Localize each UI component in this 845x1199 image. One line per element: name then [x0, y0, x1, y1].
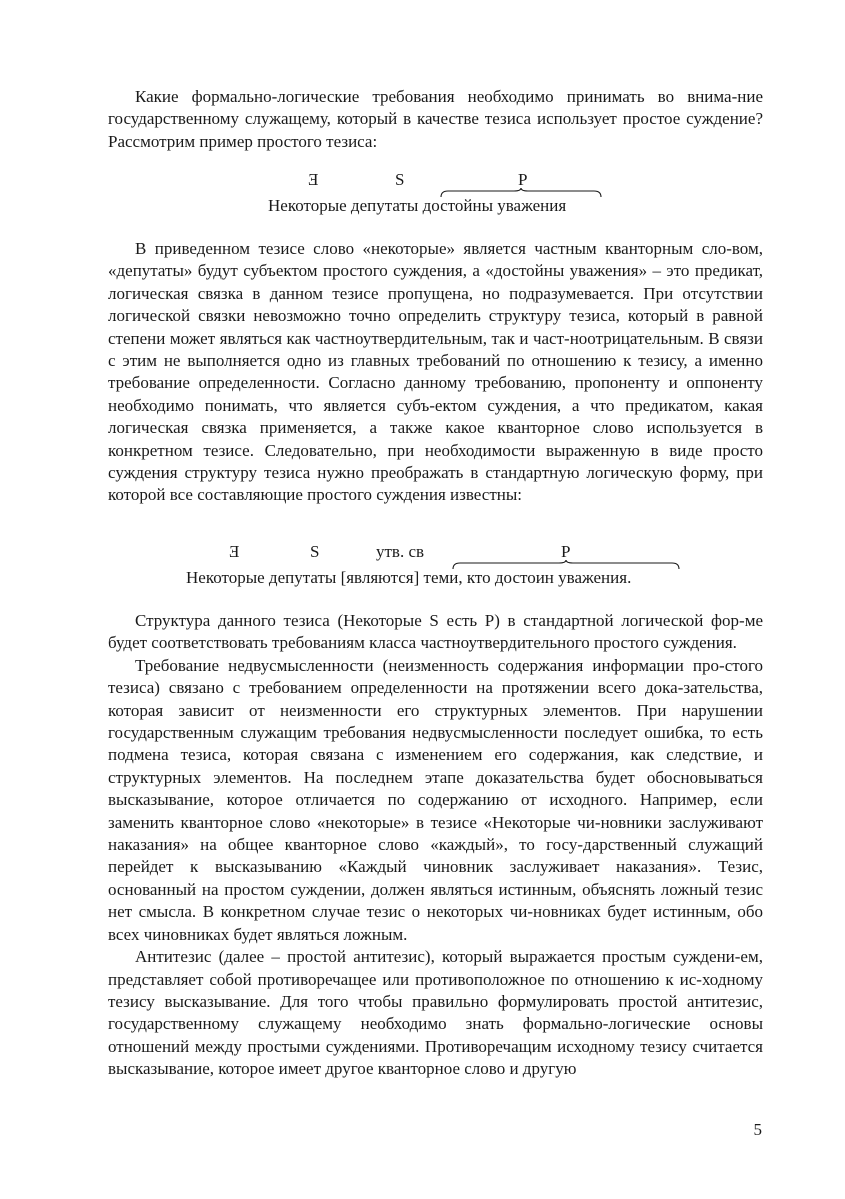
predicate-words: достойны уважения [422, 196, 567, 215]
paragraph-block-3 [108, 610, 763, 1081]
predicate-symbol: P [561, 542, 571, 561]
subject-word: депутаты [268, 568, 337, 587]
quantifier-word: Некоторые [186, 568, 265, 587]
paragraph-antithesis: Антитезис (далее – простой антитезис), который выражается простым суждени-ем, представляет собой противоречащее или противоположное по отношению к ис-ходному тезису высказывание. Для того чтобы правильно формулировать простой антитезис, государственному служащему необходимо знать формально-логические основы отношений между простыми суждениями. Противоречащим исходному тезису считается высказывание, которое имеет другое кванторное слово и другую [108, 947, 763, 1079]
thesis-formula-simple [268, 170, 608, 220]
copula-word: [являются] [340, 568, 420, 587]
quantifier-symbol: Ǝ [229, 542, 240, 561]
predicate-symbol: P [518, 170, 528, 189]
quantifier-word: Некоторые [268, 196, 347, 215]
quantifier-symbol: Ǝ [308, 170, 319, 189]
copula-symbol: утв. св [376, 542, 425, 561]
paragraph-intro: Какие формально-логические требования необходимо принимать во внима-ние государственному служащему, который в качестве тезиса использует простое суждение? Рассмотрим пример простого тезиса: [108, 87, 763, 151]
thesis-formula-standard [186, 542, 686, 592]
page-number: 5 [753, 1120, 762, 1139]
subject-word: депутаты [350, 196, 419, 215]
paragraph-block-2 [108, 238, 763, 507]
paragraph-block-1 [108, 86, 763, 153]
paragraph-unambiguity: Требование недвусмысленности (неизменность содержания информации про-стого тезиса) связано с требованием определенности на протяжении всего дока-зательства, которая зависит от неизменности его структурных элементов. При нарушении государственным служащим требования недвусмысленности последует ошибка, то есть подмена тезиса, которая связана с изменением его содержания, как следствие, и структурных элементов. На последнем этапе доказательства будет обосновываться высказывание, которое отличается по содержанию от исходного. Например, если заменить кванторное слово «некоторые» в тезисе «Некоторые чи-новники заслуживают наказания» на общее кванторное слово «каждый», то госу-дарственный служащий перейдет к высказыванию «Каждый чиновник заслуживает наказания». Тезис, основанный на простом суждении, должен являться истинным, объяснять ложный тезис нет смысла. В конкретном случае тезис о некоторых чи-новниках будет истинным, обо всех чиновниках будет являться ложным. [108, 655, 763, 944]
paragraph-structure: Структура данного тезиса (Некоторые S есть P) в стандартной логической фор-ме будет соответствовать требованиям класса частноутвердительного простого суждения. [108, 611, 763, 653]
predicate-words: теми, кто достоин уважения. [423, 568, 632, 587]
subject-symbol: S [395, 170, 405, 189]
subject-symbol: S [310, 542, 320, 561]
paragraph-analysis: В приведенном тезисе слово «некоторые» является частным кванторным сло-вом, «депутаты» будут субъектом простого суждения, а «достойны уважения» – это предикат, логическая связка в данном тезисе пропущена, но подразумевается. При отсутствии логической связки невозможно точно определить структуру тезиса, который в равной степени может являться как частноутвердительным, так и част-ноотрицательным. В связи с этим не выполняется одно из главных требований по отношению к тезису, а именно требование определенности. Согласно данному требованию, пропоненту и оппоненту необходимо понимать, что является субъ-ектом суждения, а что предикатом, какая логическая связка применяется, а также какое кванторное слово используется в конкретном тезисе. Следовательно, при необходимости выраженную в виде просто суждения структуру тезиса нужно преображать в стандартную логическую форму, при которой все составляющие простого суждения известны: [108, 239, 763, 505]
